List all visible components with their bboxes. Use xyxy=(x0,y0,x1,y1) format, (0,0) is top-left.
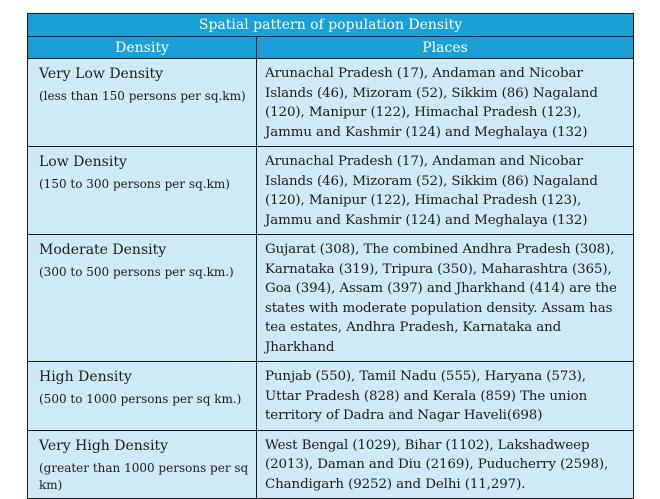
density-label: High Density xyxy=(39,369,132,385)
table-row xyxy=(28,59,634,147)
density-range: (less than 150 persons per sq.km) xyxy=(39,89,246,103)
table-title: Spatial pattern of population Density xyxy=(28,14,634,37)
density-cell xyxy=(28,430,257,499)
population-density-table xyxy=(27,13,634,499)
places-cell: Arunachal Pradesh (17), Andaman and Nicobar Islands (46), Mizoram (52), Sikkim (86) Nagaland (120), Manipur (122), Himachal Pradesh (123), Jammu and Kashmir (124) and Meghalaya (132) xyxy=(257,147,634,235)
density-range: (300 to 500 persons per sq.km.) xyxy=(39,265,234,279)
table-row xyxy=(28,430,634,499)
density-table-container xyxy=(27,13,633,499)
density-cell xyxy=(28,235,257,362)
column-header-places: Places xyxy=(257,37,634,59)
places-cell: Gujarat (308), The combined Andhra Pradesh (308), Karnataka (319), Tripura (350), Maharashtra (365), Goa (394), Assam (397) and Jharkhand (414) are the states with moderate population density. Assam has tea estates, Andhra Pradesh, Karnataka and Jharkhand xyxy=(257,235,634,362)
places-cell: Punjab (550), Tamil Nadu (555), Haryana (573), Uttar Pradesh (828) and Kerala (859) The union territory of Dadra and Nagar Haveli(698) xyxy=(257,362,634,431)
density-label: Very High Density xyxy=(39,437,169,454)
density-range: (greater than 1000 persons per sq km) xyxy=(39,460,249,492)
density-cell xyxy=(28,362,257,431)
density-label: Very Low Density xyxy=(39,66,164,82)
density-label: Moderate Density xyxy=(39,242,167,258)
table-row xyxy=(28,235,634,362)
table-title-row xyxy=(28,14,634,37)
places-cell: Arunachal Pradesh (17), Andaman and Nicobar Islands (46), Mizoram (52), Sikkim (86) Nagaland (120), Manipur (122), Himachal Pradesh (123), Jammu and Kashmir (124) and Meghalaya (132) xyxy=(257,59,634,147)
density-range: (500 to 1000 persons per sq km.) xyxy=(39,392,242,406)
table-row xyxy=(28,147,634,235)
table-header-row xyxy=(28,37,634,59)
density-cell xyxy=(28,59,257,147)
density-range: (150 to 300 persons per sq.km) xyxy=(39,177,230,191)
places-cell: West Bengal (1029), Bihar (1102), Lakshadweep (2013), Daman and Diu (2169), Puducherry (2598), Chandigarh (9252) and Delhi (11,297). xyxy=(257,430,634,499)
table-row xyxy=(28,362,634,431)
column-header-density: Density xyxy=(28,37,257,59)
density-cell xyxy=(28,147,257,235)
density-label: Low Density xyxy=(39,154,127,170)
